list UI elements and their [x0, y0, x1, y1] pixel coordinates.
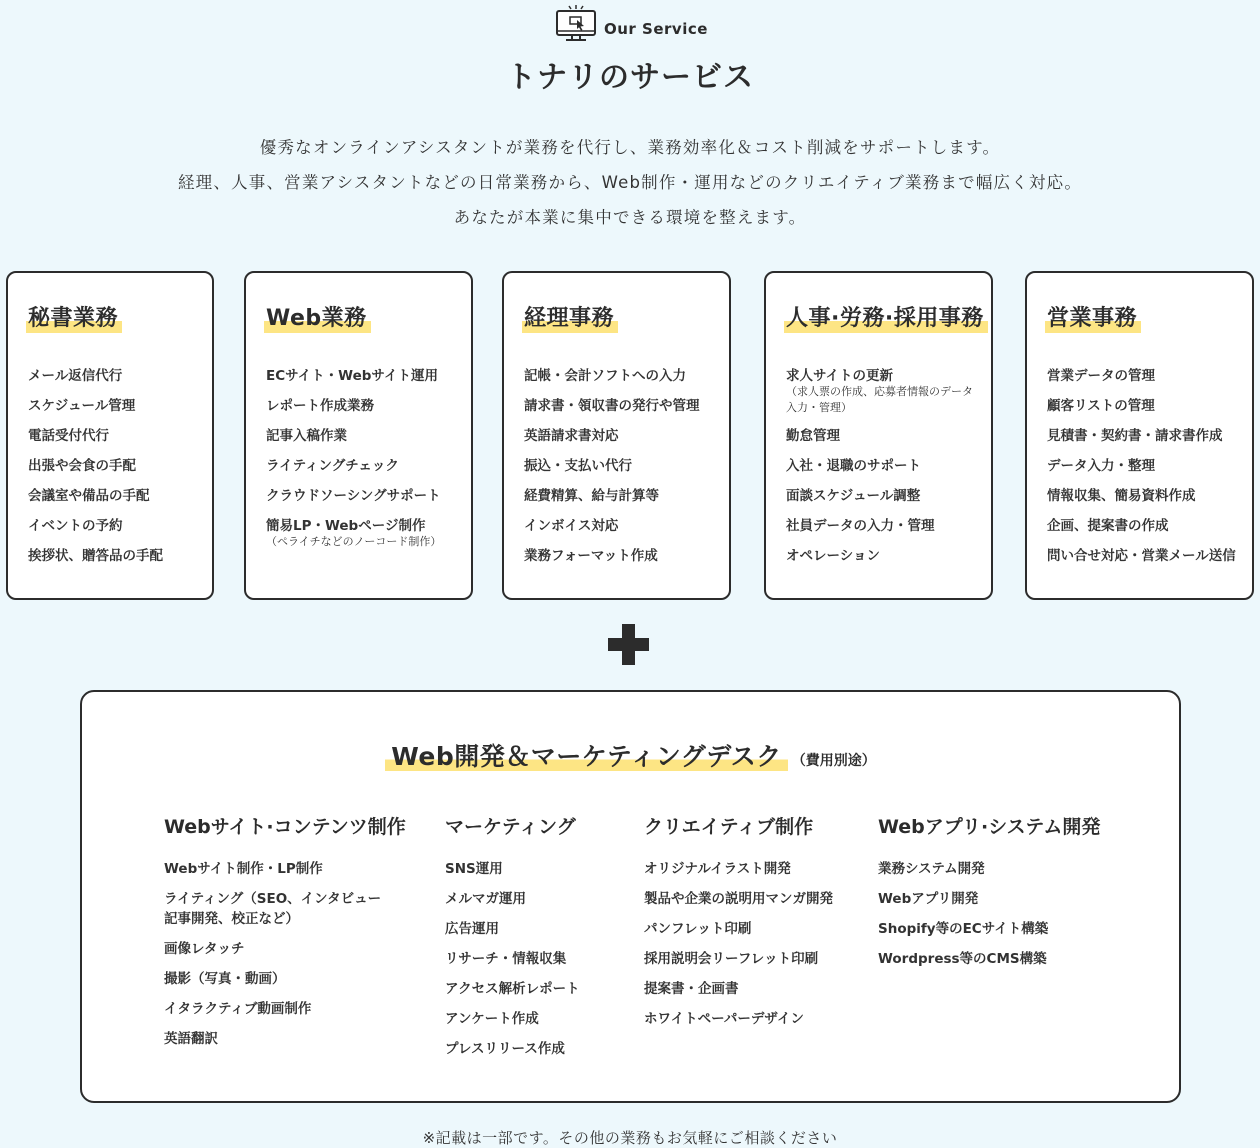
list-item: ECサイト・Webサイト運用	[266, 368, 438, 384]
list-item: Wordpress等のCMS構築	[878, 951, 1047, 967]
list-item: 電話受付代行	[28, 428, 109, 444]
list-item-label: 求人サイトの更新	[786, 368, 894, 384]
desk-column-heading: Webサイト·コンテンツ制作	[164, 816, 406, 838]
list-item: 業務フォーマット作成	[524, 548, 658, 564]
list-item: SNS運用	[445, 861, 503, 877]
card-title: 営業事務	[1045, 301, 1141, 333]
desk-column-list	[164, 859, 406, 1049]
service-card-secretary	[6, 271, 214, 600]
list-item: 社員データの入力・管理	[786, 518, 935, 534]
list-item: 広告運用	[445, 921, 499, 937]
list-item: 英語翻訳	[164, 1031, 218, 1047]
list-item: 営業データの管理	[1047, 368, 1155, 384]
list-item	[266, 516, 463, 550]
service-card-hr	[764, 271, 993, 600]
list-item: プレスリリース作成	[445, 1041, 565, 1057]
intro-line: 優秀なオンラインアシスタントが業務を代行し、業務効率化＆コスト削減をサポートします。	[259, 138, 1001, 157]
list-item: 提案書・企画書	[644, 981, 739, 997]
intro-text	[0, 130, 1260, 235]
list-item: 記帳・会計ソフトへの入力	[524, 368, 686, 384]
list-item: 製品や企業の説明用マンガ開発	[644, 891, 833, 907]
footnote: ※記載は一部です。その他の業務もお気軽にご相談ください	[422, 1129, 838, 1147]
list-item: ホワイトペーパーデザイン	[644, 1011, 804, 1027]
list-item: クラウドソーシングサポート	[266, 488, 441, 504]
list-item: 業務システム開発	[878, 861, 985, 877]
list-item: 画像レタッチ	[164, 941, 245, 957]
list-item: イベントの予約	[28, 518, 123, 534]
list-item: 問い合せ対応・営業メール送信	[1047, 548, 1236, 564]
list-item: アンケート作成	[445, 1011, 539, 1027]
intro-line: 経理、人事、営業アシスタントなどの日常業務から、Web制作・運用などのクリエイティブ業務まで幅広く対応。	[177, 173, 1083, 192]
list-item	[786, 366, 983, 416]
list-item: 英語請求書対応	[524, 428, 619, 444]
card-list	[786, 366, 983, 576]
card-title: Web業務	[264, 301, 371, 333]
desk-column-list	[878, 859, 1100, 969]
list-item: インボイス対応	[524, 518, 619, 534]
list-item: 入社・退職のサポート	[786, 458, 921, 474]
service-card-sales	[1025, 271, 1254, 600]
list-item-note: （求人票の作成、応募者情報のデータ入力・管理）	[786, 385, 973, 414]
desk-column-creative	[644, 812, 833, 1039]
list-item: 会議室や備品の手配	[28, 488, 150, 504]
list-item: 企画、提案書の作成	[1047, 518, 1169, 534]
desk-column-list	[445, 859, 580, 1059]
plus-icon	[608, 624, 649, 665]
list-item: 挨拶状、贈答品の手配	[28, 548, 163, 564]
list-item: リサーチ・情報収集	[445, 951, 567, 967]
card-list	[524, 366, 721, 576]
desk-header	[82, 737, 1179, 773]
desk-title: Web開発＆マーケティングデスク	[385, 742, 788, 771]
service-tag-label: Our Service	[604, 20, 708, 38]
list-item-label: 簡易LP・Webページ制作	[266, 518, 426, 534]
list-item: 撮影（写真・動画）	[164, 971, 286, 987]
service-card-web	[244, 271, 473, 600]
list-item: ライティングチェック	[266, 458, 399, 474]
service-tag	[555, 4, 708, 42]
list-item: レポート作成業務	[266, 398, 374, 414]
list-item: オペレーション	[786, 548, 880, 564]
list-item: 出張や会食の手配	[28, 458, 136, 474]
desk-column-marketing	[445, 812, 580, 1069]
list-item: 振込・支払い代行	[524, 458, 632, 474]
intro-line: あなたが本業に集中できる環境を整えます。	[453, 208, 807, 227]
desk-column-heading: Webアプリ·システム開発	[878, 816, 1101, 838]
list-item: Webアプリ開発	[878, 891, 979, 907]
card-title: 秘書業務	[26, 301, 122, 333]
computer-icon	[555, 4, 597, 42]
service-card-accounting	[502, 271, 731, 600]
list-item: イタラクティブ動画制作	[164, 1001, 312, 1017]
list-item: データ入力・整理	[1047, 458, 1155, 474]
page-title: トナリのサービス	[506, 60, 754, 95]
list-item: 記事入稿作業	[266, 428, 347, 444]
list-item: パンフレット印刷	[644, 921, 752, 937]
list-item: アクセス解析レポート	[445, 981, 580, 997]
list-item: メルマガ運用	[445, 891, 526, 907]
desk-column-webapp	[878, 812, 1100, 979]
card-title: 人事·労務·採用事務	[784, 301, 988, 333]
list-item: メール返信代行	[28, 368, 123, 384]
list-item: 請求書・領収書の発行や管理	[524, 398, 700, 414]
list-item: 見積書・契約書・請求書作成	[1047, 428, 1223, 444]
web-marketing-desk	[80, 690, 1181, 1103]
list-item: 経費精算、給与計算等	[524, 488, 659, 504]
list-item: 面談スケジュール調整	[786, 488, 921, 504]
list-item: ライティング（SEO、インタビュー 記事開発、校正など）	[164, 891, 382, 927]
desk-cost-note: （費用別途）	[791, 753, 876, 769]
list-item-note: （ペライチなどのノーコード制作）	[266, 535, 442, 548]
desk-column-web-content	[164, 812, 406, 1059]
desk-column-list	[644, 859, 833, 1029]
list-item: Shopify等のECサイト構築	[878, 921, 1049, 937]
list-item: オリジナルイラスト開発	[644, 861, 791, 877]
desk-column-heading: マーケティング	[445, 816, 576, 838]
card-list	[28, 366, 204, 576]
list-item: 勤怠管理	[786, 428, 840, 444]
card-list	[1047, 366, 1244, 576]
list-item: スケジュール管理	[28, 398, 136, 414]
desk-column-heading: クリエイティブ制作	[644, 816, 814, 838]
card-list	[266, 366, 463, 560]
card-title: 経理事務	[522, 301, 618, 333]
list-item: 採用説明会リーフレット印刷	[644, 951, 819, 967]
list-item: 顧客リストの管理	[1047, 398, 1155, 414]
list-item: 情報収集、簡易資料作成	[1047, 488, 1196, 504]
list-item: Webサイト制作・LP制作	[164, 861, 323, 877]
